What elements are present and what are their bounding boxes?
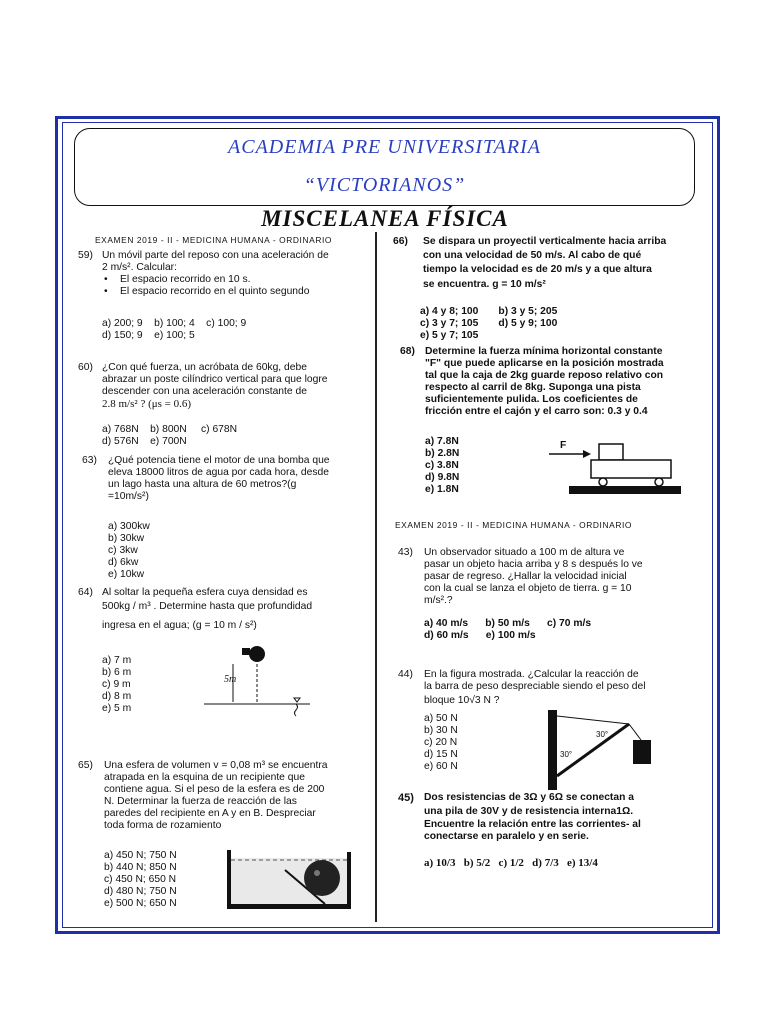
q66-line: Se dispara un proyectil verticalmente hacia arriba xyxy=(423,236,667,247)
q45-line: conectarse en paralelo y en serie. xyxy=(424,831,589,842)
page-title: MISCELANEA FÍSICA xyxy=(261,206,509,231)
academy-subtitle: “VICTORIANOS” xyxy=(303,174,466,196)
sphere-drop-figure xyxy=(200,640,330,720)
q65-line: Una esfera de volumen v = 0,08 m³ se encuentra xyxy=(104,760,328,771)
q59-number: 59) xyxy=(78,250,93,261)
q66-line: tiempo la velocidad es de 20 m/s y a que altura xyxy=(423,264,652,275)
q59-line: 2 m/s². Calcular: xyxy=(102,262,177,273)
container-sphere-figure xyxy=(225,848,355,910)
q44-number: 44) xyxy=(398,669,413,680)
q60-options: d) 576N e) 700N xyxy=(102,436,187,447)
q66-options: c) 3 y 7; 105 d) 5 y 9; 100 xyxy=(420,318,558,329)
exam-label-right: EXAMEN 2019 - II - MEDICINA HUMANA - ORDINARIO xyxy=(395,520,633,530)
q60-options: a) 768N b) 800N c) 678N xyxy=(102,424,238,435)
q65-line: paredes del recipiente en A y en B. Despreciar xyxy=(104,808,316,819)
q45-number: 45) xyxy=(398,792,414,804)
q65-line: contiene agua. Si el peso de la esfera es de 200 xyxy=(104,784,325,795)
exam-label-left: EXAMEN 2019 - II - MEDICINA HUMANA - ORDINARIO xyxy=(95,235,333,245)
q65-line: toda forma de rozamiento xyxy=(104,820,222,831)
q64-line: Al soltar la pequeña esfera cuya densidad es xyxy=(102,587,308,598)
q68-line: respecto al carril de 8kg. Suponga una pista xyxy=(425,382,641,393)
q45-line: Dos resistencias de 3Ω y 6Ω se conectan a xyxy=(424,792,634,803)
column-divider xyxy=(375,232,377,922)
q68-option: e) 1.8N xyxy=(425,484,459,495)
q44-line: bloque 10√3 N ? xyxy=(424,695,500,706)
q45-line: Encuentre la relación entre las corrientes- al xyxy=(424,819,641,830)
q44-line: la barra de peso despreciable siendo el peso del xyxy=(424,681,646,692)
q66-line: se encuentra. g = 10 m/s² xyxy=(423,279,546,290)
q44-option: b) 30 N xyxy=(424,725,458,736)
q45-options: a) 10/3 b) 5/2 c) 1/2 d) 7/3 e) 13/4 xyxy=(424,857,598,869)
q60-number: 60) xyxy=(78,362,93,373)
bullet-icon: • xyxy=(104,274,108,285)
q59-bullet: El espacio recorrido en 10 s. xyxy=(120,274,251,285)
q65-line: atrapada en la esquina de un recipiente que xyxy=(104,772,305,783)
q43-line: pasar de regreso. ¿Hallar la velocidad inicial xyxy=(424,571,627,582)
q64-line: ingresa en el agua; (g = 10 m / s²) xyxy=(102,620,257,631)
q68-line: Determine la fuerza mínima horizontal constante xyxy=(425,346,663,357)
q59-options: d) 150; 9 e) 100; 5 xyxy=(102,330,195,341)
q68-line: suficientemente pulida. Los coeficientes de xyxy=(425,394,638,405)
q64-option: d) 8 m xyxy=(102,691,132,702)
q64-figure-label: 5m xyxy=(224,674,237,685)
angle-bottom-label: 30° xyxy=(560,750,573,759)
q68-line: fricción entre el cajón y el carro son: 0.3 y 0.4 xyxy=(425,406,648,417)
q68-option: d) 9.8N xyxy=(425,472,460,483)
q66-options: e) 5 y 7; 105 xyxy=(420,330,479,341)
q64-option: b) 6 m xyxy=(102,667,132,678)
q63-option: d) 6kw xyxy=(108,557,139,568)
q63-line: eleva 18000 litros de agua por cada hora, desde xyxy=(108,467,329,478)
q64-option: a) 7 m xyxy=(102,655,132,666)
q66-options: a) 4 y 8; 100 b) 3 y 5; 205 xyxy=(420,306,558,317)
q65-option: d) 480 N; 750 N xyxy=(104,886,177,897)
q60-line: 2.8 m/s² ? (μs = 0.6) xyxy=(102,398,192,410)
q43-line: m/s².? xyxy=(424,595,453,606)
q65-line: N. Determinar la fuerza de reacción de las xyxy=(104,796,297,807)
q43-options: d) 60 m/s e) 100 m/s xyxy=(424,630,536,641)
q60-line: ¿Con qué fuerza, un acróbata de 60kg, debe xyxy=(102,362,307,373)
q60-line: descender con una aceleración constante de xyxy=(102,386,307,397)
q44-line: En la figura mostrada. ¿Calcular la reacción de xyxy=(424,669,639,680)
q43-options: a) 40 m/s b) 50 m/s c) 70 m/s xyxy=(424,618,592,629)
angle-top-label: 30° xyxy=(596,730,609,739)
q65-number: 65) xyxy=(78,760,93,771)
q68-line: tal que la caja de 2kg guarde reposo relativo con xyxy=(425,370,664,381)
q63-option: e) 10kw xyxy=(108,569,145,580)
q68-line: "F" que puede aplicarse en la posición mostrada xyxy=(425,358,664,369)
academy-name: ACADEMIA PRE UNIVERSITARIA xyxy=(228,136,541,158)
q65-option: c) 450 N; 650 N xyxy=(104,874,177,885)
bullet-icon: • xyxy=(104,286,108,297)
q65-option: e) 500 N; 650 N xyxy=(104,898,177,909)
q63-option: b) 30kw xyxy=(108,533,145,544)
q63-option: c) 3kw xyxy=(108,545,138,556)
q43-number: 43) xyxy=(398,547,413,558)
q68-number: 68) xyxy=(400,346,415,357)
q59-options: a) 200; 9 b) 100; 4 c) 100; 9 xyxy=(102,318,247,329)
q63-line: ¿Qué potencia tiene el motor de una bomba que xyxy=(108,455,330,466)
q60-line: abrazar un poste cilíndrico vertical para que logre xyxy=(102,374,328,385)
q68-option: c) 3.8N xyxy=(425,460,459,471)
q59-bullet: El espacio recorrido en el quinto segundo xyxy=(120,286,310,297)
q63-line: =10m/s²) xyxy=(108,491,149,502)
q43-line: con la cual se lanza el objeto de tierra. g = 10 xyxy=(424,583,632,594)
q68-option: b) 2.8N xyxy=(425,448,460,459)
q44-option: a) 50 N xyxy=(424,713,458,724)
q68-option: a) 7.8N xyxy=(425,436,459,447)
q44-option: d) 15 N xyxy=(424,749,458,760)
q66-number: 66) xyxy=(393,236,408,247)
q64-option: c) 9 m xyxy=(102,679,131,690)
q63-option: a) 300kw xyxy=(108,521,150,532)
force-label: F xyxy=(560,440,567,451)
q63-line: un lago hasta una altura de 60 metros?(g xyxy=(108,479,297,490)
q64-option: e) 5 m xyxy=(102,703,132,714)
q64-line: 500kg / m³ . Determine hasta que profundidad xyxy=(102,601,313,612)
q43-line: Un observador situado a 100 m de altura ve xyxy=(424,547,625,558)
q63-number: 63) xyxy=(82,455,97,466)
q59-line: Un móvil parte del reposo con una aceleración de xyxy=(102,250,329,261)
q44-option: e) 60 N xyxy=(424,761,458,772)
q43-line: pasar un objeto hacia arriba y 8 s después lo ve xyxy=(424,559,643,570)
q64-number: 64) xyxy=(78,587,93,598)
q65-option: a) 450 N; 750 N xyxy=(104,850,177,861)
q45-line: una pila de 30V y de resistencia interna1Ω. xyxy=(424,806,634,817)
q66-line: con una velocidad de 50 m/s. Al cabo de qué xyxy=(423,250,642,261)
q44-option: c) 20 N xyxy=(424,737,458,748)
q65-option: b) 440 N; 850 N xyxy=(104,862,177,873)
